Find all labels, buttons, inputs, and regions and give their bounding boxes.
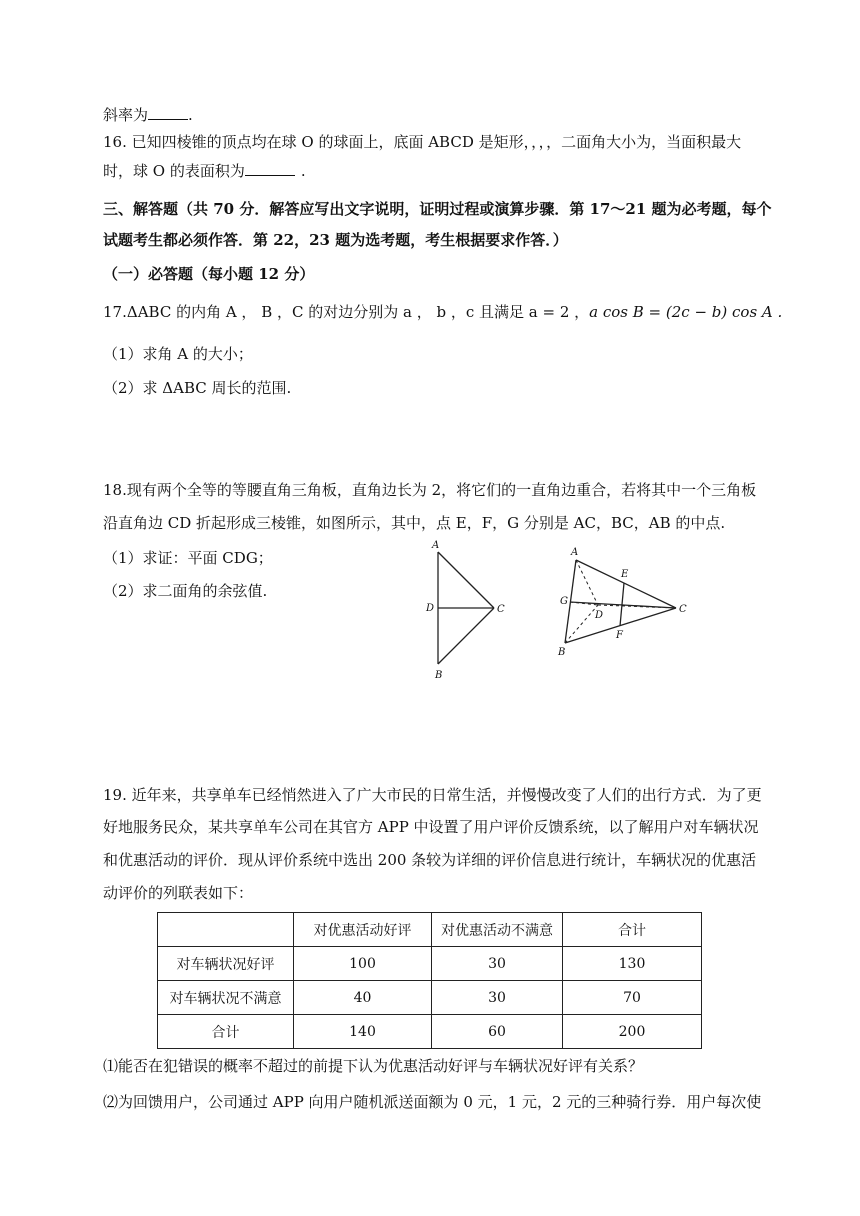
section3-line2: 试题考生都必须作答．第 22，23 题为选考题，考生根据要求作答．） <box>103 231 568 249</box>
label-F: F <box>616 630 623 641</box>
table-cell: 30 <box>432 947 563 981</box>
edge-AC <box>576 560 676 608</box>
edge-AC <box>438 552 494 608</box>
figure-triangle-flat <box>418 536 518 682</box>
p16-line2 <box>103 160 306 182</box>
p19-q1: ⑴能否在犯错误的概率不超过的前提下认为优惠活动好评与车辆状况好评有关系？ <box>103 1057 644 1075</box>
p18-q1: （1）求证：平面 CDG； <box>103 549 273 567</box>
edge-BC <box>438 608 494 664</box>
figure-pyramid-folded <box>548 542 698 660</box>
section3-line1: 三、解答题（共 70 分．解答应写出文字说明，证明过程或演算步骤．第 17～21 题为必考题，每个 <box>103 200 772 218</box>
p19-line1: 19. 近年来，共享单车已经悄然进入了广大市民的日常生活，并慢慢改变了人们的出行方式．为了更 <box>103 786 762 804</box>
label-D: D <box>595 610 604 621</box>
table-cell: 合计 <box>158 1015 294 1049</box>
label-B: B <box>435 670 443 681</box>
label-C: C <box>679 604 687 615</box>
p18-line2: 沿直角边 CD 折起形成三棱锥，如图所示，其中，点 E，F，G 分别是 AC，BC，AB 的中点. <box>103 514 726 532</box>
table-header-cell: 对优惠活动好评 <box>294 913 432 947</box>
p19-line2: 好地服务民众，某共享单车公司在其官方 APP 中设置了用户评价反馈系统，以了解用户对车辆状况 <box>103 818 759 836</box>
table-cell: 对车辆状况不满意 <box>158 981 294 1015</box>
label-E: E <box>621 569 629 580</box>
p17-stem: 17.ΔABC 的内角 A ， B ，C 的对边分别为 a ， b ，c 且满足 a = 2 ， <box>103 303 590 321</box>
table-header-cell <box>158 913 294 947</box>
label-A: A <box>432 540 440 551</box>
table-row <box>158 1015 702 1049</box>
section3-sub: （一）必答题（每小题 12 分） <box>103 265 315 283</box>
p15-tail <box>103 104 193 126</box>
p19-q2: ⑵为回馈用户，公司通过 APP 向用户随机派送面额为 0 元，1 元，2 元的三种骑行券．用户每次使 <box>103 1093 762 1111</box>
p17-q1: （1）求角 A 的大小； <box>103 345 253 363</box>
p17-stem-line <box>103 301 782 323</box>
p19-line4: 动评价的列联表如下： <box>103 884 254 902</box>
p16-line2-end: . <box>300 162 306 180</box>
p16-line1: 16. 已知四棱锥的顶点均在球 O 的球面上，底面 ABCD 是矩形，，，，二面角大小为，当面积最大 <box>103 133 742 151</box>
label-B: B <box>558 647 566 658</box>
label-C: C <box>497 604 505 615</box>
contingency-table <box>157 912 702 1049</box>
label-G: G <box>560 596 568 607</box>
p18-line1: 18.现有两个全等的等腰直角三角板，直角边长为 2，将它们的一直角边重合，若将其中一个三角板 <box>103 481 757 499</box>
p15-tail-end: . <box>188 106 193 124</box>
answer-blank <box>148 105 188 120</box>
table-cell: 40 <box>294 981 432 1015</box>
table-cell: 70 <box>563 981 702 1015</box>
table-row <box>158 947 702 981</box>
table-header-cell: 合计 <box>563 913 702 947</box>
table-cell: 100 <box>294 947 432 981</box>
p17-formula: a cos B = (2c − b) cos A . <box>589 303 783 321</box>
table-header-cell: 对优惠活动不满意 <box>432 913 563 947</box>
table-header-row <box>158 913 702 947</box>
p17-q2: （2）求 ΔABC 周长的范围. <box>103 379 292 397</box>
table-cell: 200 <box>563 1015 702 1049</box>
table-cell: 30 <box>432 981 563 1015</box>
table-cell: 140 <box>294 1015 432 1049</box>
label-D: D <box>426 603 435 614</box>
table-cell: 对车辆状况好评 <box>158 947 294 981</box>
label-A: A <box>571 547 579 558</box>
table-row <box>158 981 702 1015</box>
p16-line2-text: 时，球 O 的表面积为 <box>103 162 245 180</box>
hidden-edge-AD <box>576 560 598 605</box>
table-cell: 130 <box>563 947 702 981</box>
p19-line3: 和优惠活动的评价．现从评价系统中选出 200 条较为详细的评价信息进行统计，车辆状况的优惠活 <box>103 851 757 869</box>
p15-tail-text: 斜率为 <box>103 106 149 124</box>
p18-q2: （2）求二面角的余弦值. <box>103 582 268 600</box>
table-cell: 60 <box>432 1015 563 1049</box>
answer-blank <box>245 161 295 176</box>
